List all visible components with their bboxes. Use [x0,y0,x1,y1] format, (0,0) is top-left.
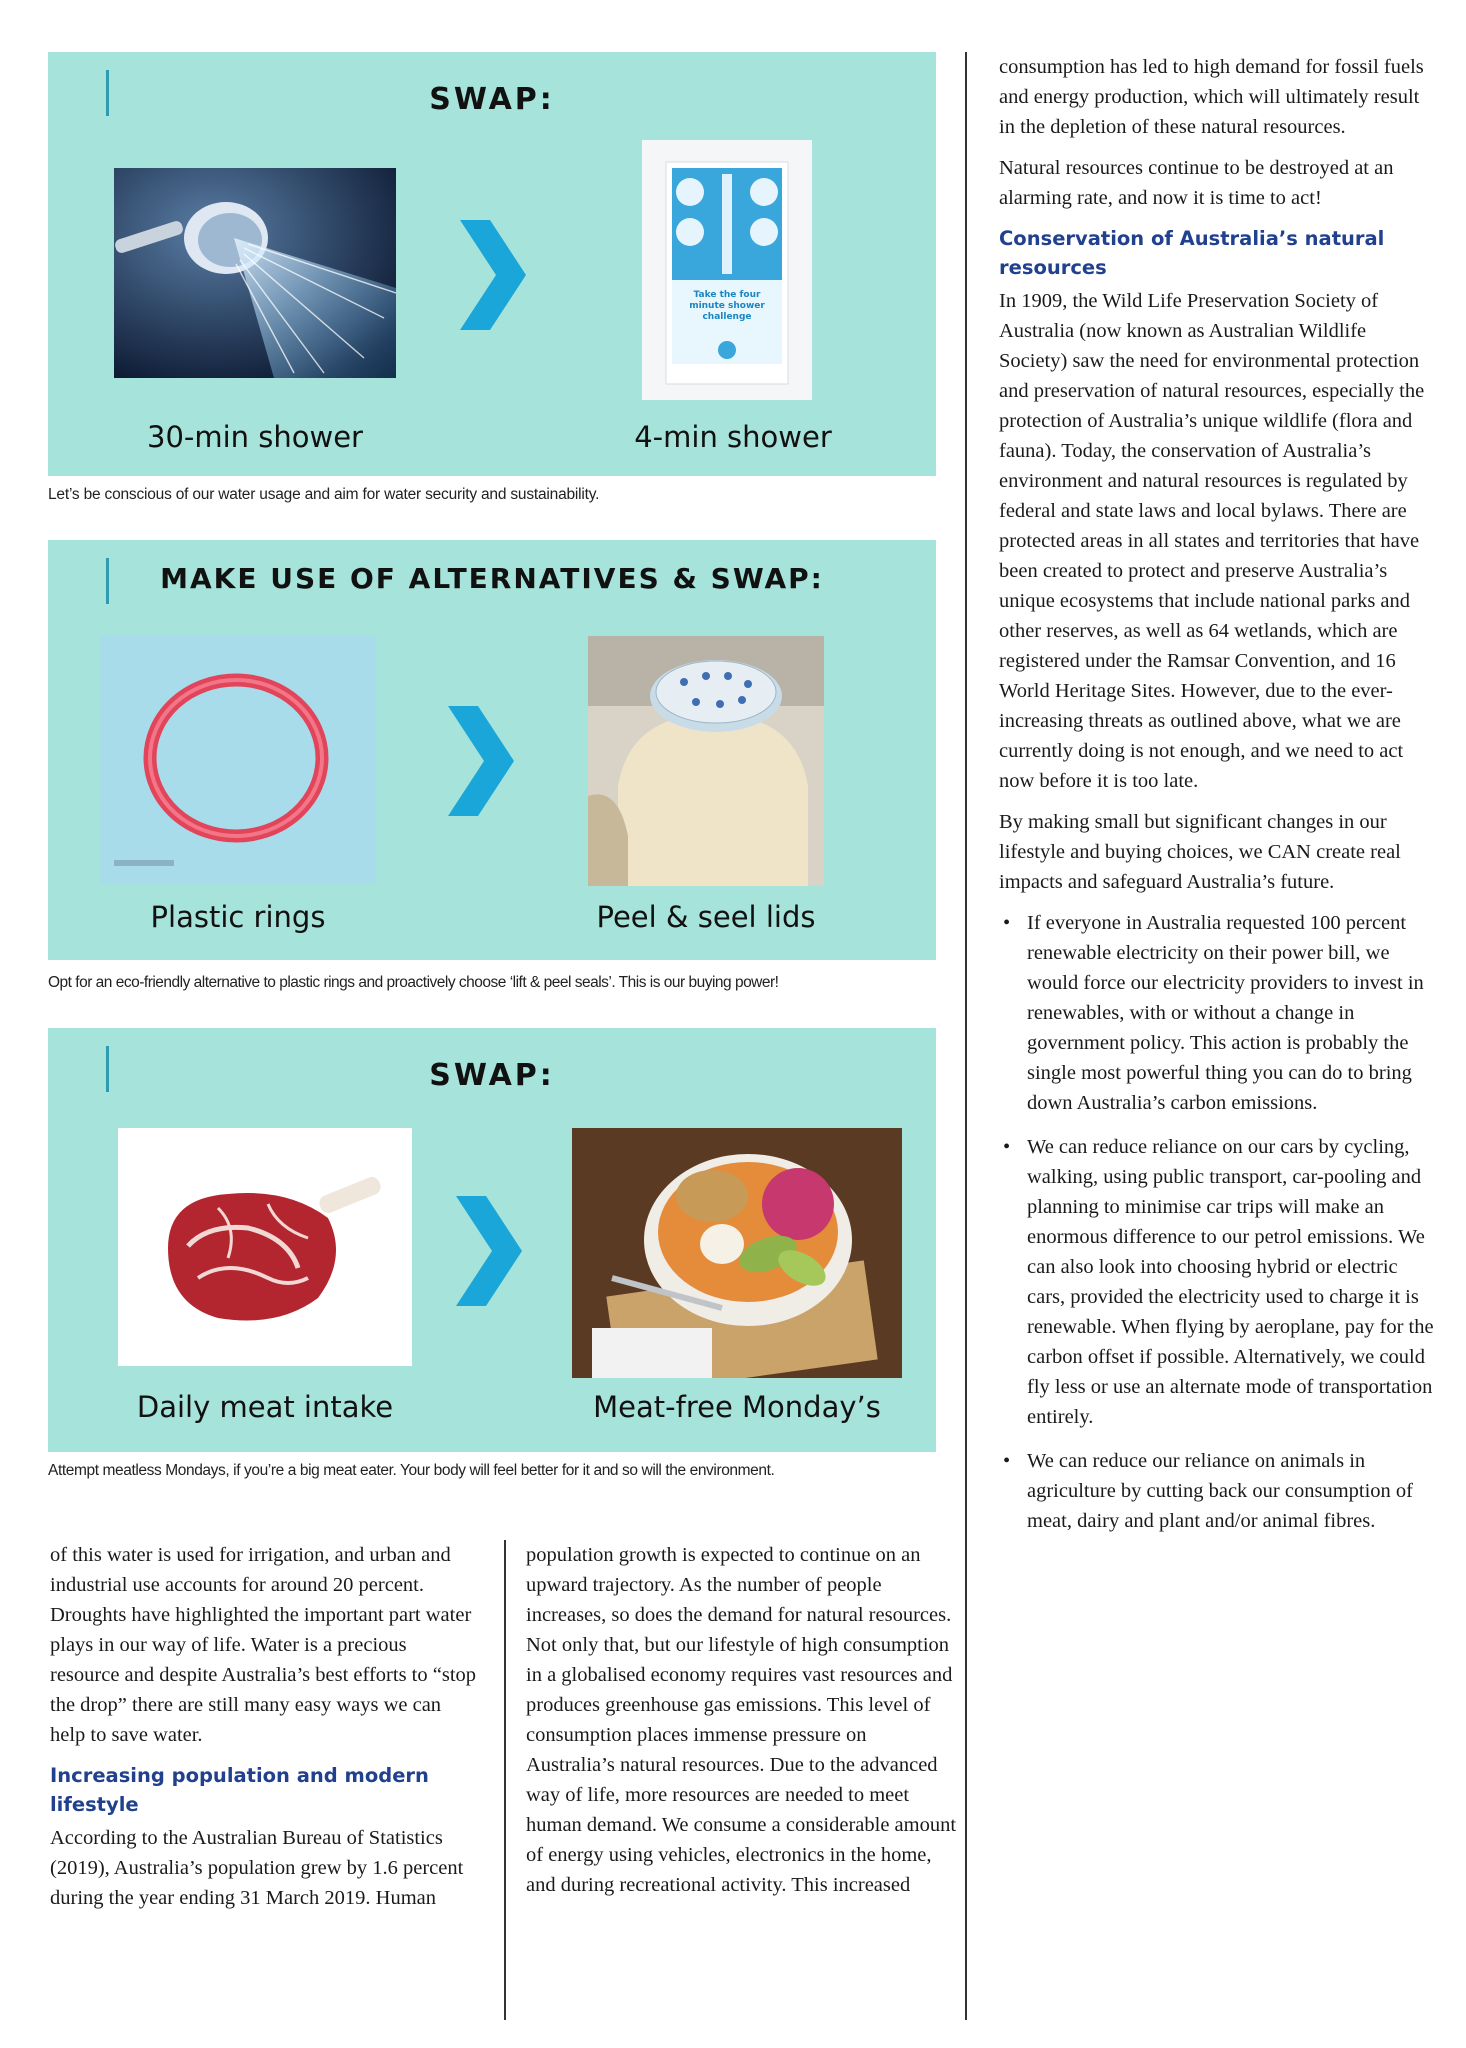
body-paragraph: According to the Australian Bureau of Statistics (2019), Australia’s population grew by 1.6 percent during the year ending 31 March 2019. Human [50,1827,464,1909]
body-column-right [999,52,1435,1550]
chevron-right-icon [456,1196,522,1306]
timer-card-text: Take the four minute shower challenge [689,290,765,322]
list-item [999,908,1435,1118]
body-paragraph: consumption has led to high demand for fossil fuels and energy production, which will ultimately result in the depletion of these natural resources. [999,56,1424,138]
column-divider [965,52,967,2020]
panel-heading: SWAP: [429,82,555,117]
panel-right-label: Peel & seel lids [596,900,816,934]
swap-panel-shower [48,52,936,476]
vegetarian-bowl-photo [572,1128,902,1378]
swap-panel-plastic [48,540,936,960]
bullet-icon: • [1003,1450,1011,1472]
chevron-right-icon [460,220,526,330]
milk-bottle-peel-seal-photo [588,636,824,886]
body-paragraph: of this water is used for irrigation, and urban and industrial use accounts for around 20 percent. Droughts have highlighted the important part water plays in our way of life. Water is a precious resource and despite Australia’s best efforts to “stop the drop” there are still many easy ways we can help to save water. [50,1544,477,1746]
list-item [999,1132,1435,1432]
four-minute-shower-timer-photo [642,140,812,400]
shower-head-photo [114,168,396,378]
body-paragraph: Natural resources continue to be destroyed at an alarming rate, and now it is time to act! [999,157,1394,209]
panel-right-label: Meat-free Monday’s [593,1390,881,1424]
list-item-text: We can reduce reliance on our cars by cycling, walking, using public transport, car-pooling and planning to minimise car trips will make an enormous difference to our petrol emissions. We can also look into choosing hybrid or electric cars, provided the electricity used to charge it is renewable. When flying by aeroplane, pay for the carbon offset if possible. Alternatively, we could fly less or use an alternate mode of transportation entirely. [1027,1136,1434,1428]
column-divider [504,1540,506,2020]
panel-caption: Let’s be conscious of our water usage and aim for water security and sustainability. [48,486,600,503]
body-column-middle [526,1540,958,1911]
list-item-text: If everyone in Australia requested 100 percent renewable electricity on their power bill, we would force our electricity providers to invest in renewables, with or without a change in government policy. This action is probably the single most powerful thing you can do to bring down Australia’s carbon emissions. [1027,912,1424,1114]
section-heading: Conservation of Australia’s natural resources [999,227,1385,279]
body-paragraph: In 1909, the Wild Life Preservation Society of Australia (now known as Australian Wildlife Society) saw the need for environmental protection and preservation of natural resources, especially the protection of Australia’s unique wildlife (flora and fauna). Today, the conservation of Australia’s environment and natural resources is regulated by federal and state laws and local bylaws. There are protected areas in all states and territories that have been created to protect and preserve Australia’s unique ecosystems that include national parks and other reserves, as well as 64 wetlands, which are registered under the Ramsar Convention, and 16 World Heritage Sites. However, due to the ever-increasing threats as outlined above, what we are currently doing is not enough, and we need to act now before it is too late. [999,290,1425,792]
panel-left-label: Daily meat intake [136,1390,394,1424]
action-bullet-list [999,908,1435,1536]
section-heading: Increasing population and modern lifestyle [50,1764,429,1816]
panel-heading: MAKE USE OF ALTERNATIVES & SWAP: [160,562,824,595]
raw-steak-photo [118,1128,412,1366]
body-column-left [50,1540,480,1924]
swap-panel-meat [48,1028,936,1452]
body-paragraph: population growth is expected to continue on an upward trajectory. As the number of people increases, so does the demand for natural resources. Not only that, but our lifestyle of high consumption in a globalised economy requires vast resources and produces greenhouse gas emissions. This level of consumption places immense pressure on Australia’s natural resources. Due to the advanced way of life, more resources are needed to meet human demand. We consume a considerable amount of energy using vehicles, electronics in the home, and during recreational activity. This increased [526,1544,957,1896]
panel-caption: Attempt meatless Mondays, if you’re a big meat eater. Your body will feel better for it and so will the environment. [48,1462,775,1479]
panel-heading: SWAP: [429,1058,555,1093]
panel-caption: Opt for an eco-friendly alternative to plastic rings and proactively choose ‘lift & peel seals’. This is our buying power! [48,974,779,991]
list-item-text: We can reduce our reliance on animals in agriculture by cutting back our consumption of meat, dairy and plant and/or animal fibres. [1027,1450,1413,1532]
red-plastic-ring-photo [100,636,376,884]
list-item [999,1446,1435,1536]
bullet-icon: • [1003,912,1011,934]
bullet-icon: • [1003,1136,1011,1158]
panel-left-label: Plastic rings [150,900,326,934]
panel-left-label: 30-min shower [147,420,363,454]
chevron-right-icon [448,706,514,816]
body-paragraph: By making small but significant changes in our lifestyle and buying choices, we CAN create real impacts and safeguard Australia’s future. [999,811,1401,893]
panel-right-label: 4-min shower [634,420,832,454]
